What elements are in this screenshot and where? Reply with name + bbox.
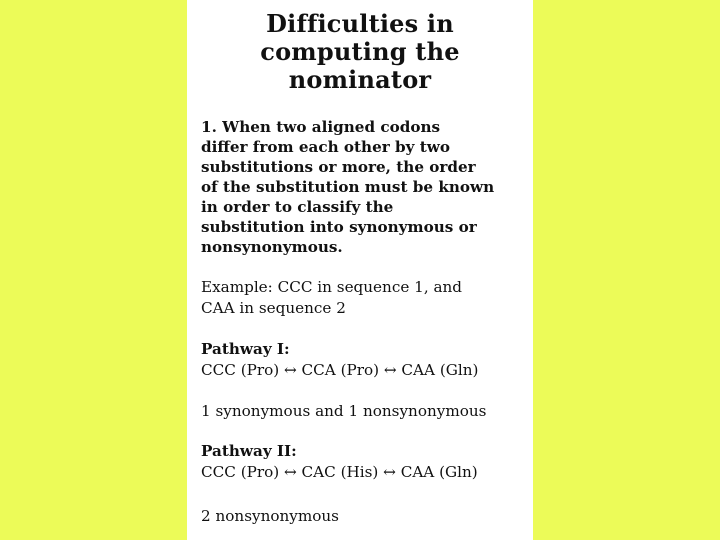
- point-1-line: substitutions or more, the order: [201, 158, 476, 176]
- slide-page: [187, 0, 533, 540]
- title-line-3: nominator: [288, 65, 432, 94]
- example-line-2: CAA in sequence 2: [201, 299, 346, 317]
- point-1-paragraph: [201, 117, 531, 257]
- example-line-1: Example: CCC in sequence 1, and: [201, 278, 463, 296]
- point-1-line: substitution into synonymous or: [201, 218, 477, 236]
- pathway-1-path: CCC (Pro) ↔ CCA (Pro) ↔ CAA (Gln): [201, 361, 479, 379]
- pathway-1-result-text: 1 synonymous and 1 nonsynonymous: [201, 402, 487, 420]
- pathway-2-result: [201, 506, 531, 527]
- title-line-1: Difficulties in: [266, 9, 454, 38]
- pathway-1-result: [201, 401, 531, 422]
- pathway-2-path: CCC (Pro) ↔ CAC (His) ↔ CAA (Gln): [201, 463, 478, 481]
- point-1-line: of the substitution must be known: [201, 178, 495, 196]
- pathway-2-heading: Pathway II:: [201, 442, 297, 460]
- point-1-line: in order to classify the: [201, 198, 394, 216]
- point-1-line: nonsynonymous.: [201, 238, 343, 256]
- pathway-2-result-text: 2 nonsynonymous: [201, 507, 339, 525]
- title-line-2: computing the: [260, 37, 460, 66]
- pathway-1-heading: Pathway I:: [201, 340, 290, 358]
- slide-title: [187, 10, 533, 94]
- pathway-2-block: [201, 441, 531, 483]
- pathway-1-block: [201, 339, 531, 381]
- point-1-line: 1. When two aligned codons: [201, 118, 441, 136]
- example-paragraph: [201, 277, 531, 319]
- point-1-line: differ from each other by two: [201, 138, 450, 156]
